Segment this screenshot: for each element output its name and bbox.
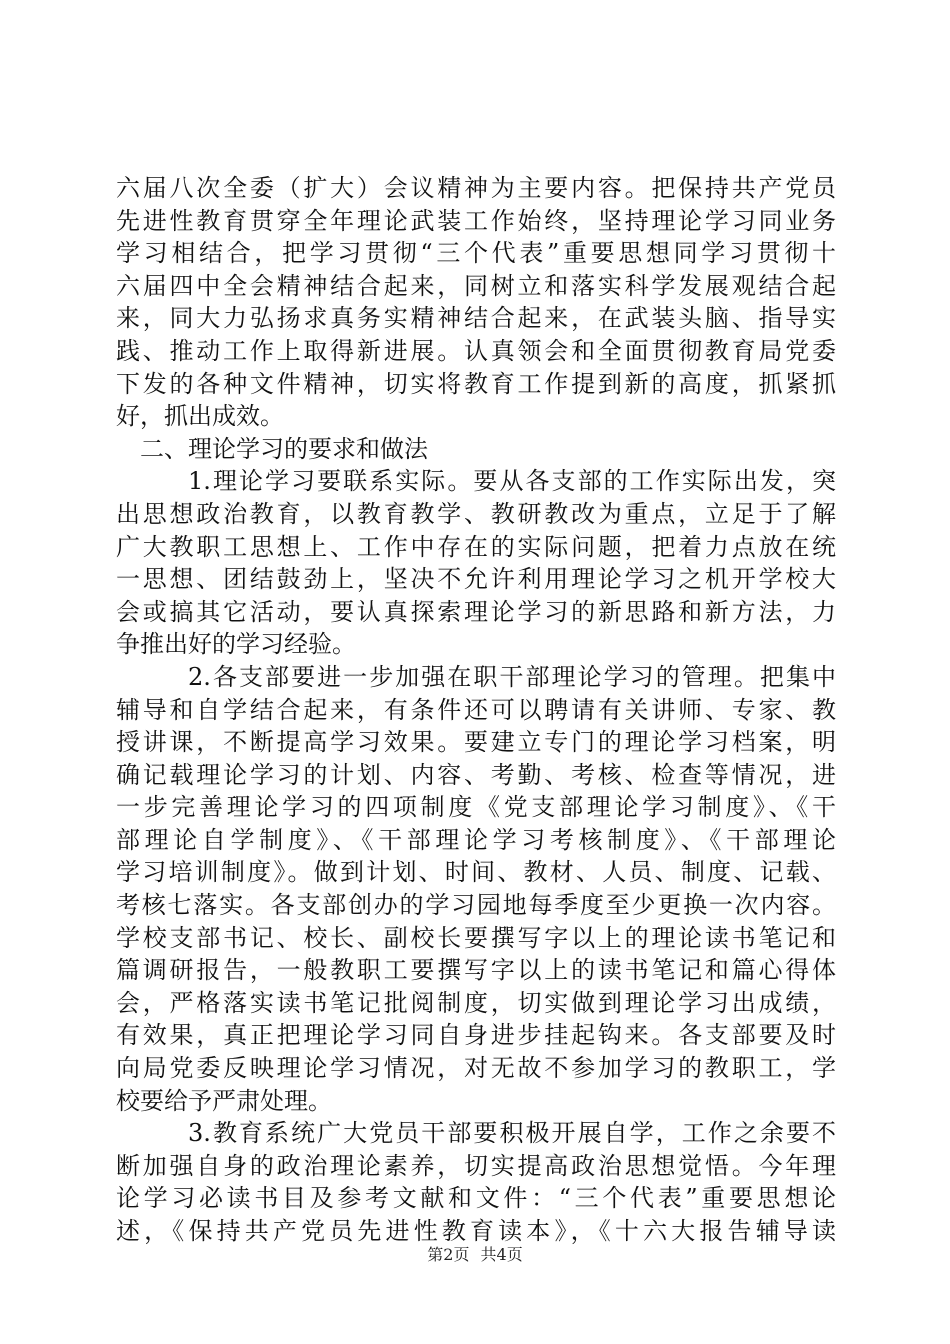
- text-line: 先进性教育贯穿全年理论武装工作始终，坚持理论学习同业务: [116, 206, 836, 235]
- text-line: 争推出好的学习经验。: [116, 630, 356, 659]
- text-line: 论学习必读书目及参考文献和文件：“三个代表”重要思想论: [116, 1184, 836, 1213]
- text-line: 六届八次全委（扩大）会议精神为主要内容。把保持共产党员: [116, 174, 836, 202]
- text-line: 向局党委反映理论学习情况，对无故不参加学习的教职工，学: [116, 1054, 836, 1083]
- text-line: 二、理论学习的要求和做法: [140, 434, 428, 463]
- text-line: 会或搞其它活动，要认真探索理论学习的新思路和新方法，力: [116, 597, 836, 626]
- text-line: 3.教育系统广大党员干部要积极开展自学，工作之余要不: [188, 1119, 836, 1148]
- text-line: 一步完善理论学习的四项制度《党支部理论学习制度》、《干: [116, 793, 836, 822]
- page-footer: [0, 1245, 950, 1265]
- text-line: 1.理论学习要联系实际。要从各支部的工作实际出发，突: [188, 467, 836, 496]
- text-line: 来，同大力弘扬求真务实精神结合起来，在武装头脑、指导实: [116, 304, 836, 333]
- text-line: 学习相结合，把学习贯彻“三个代表”重要思想同学习贯彻十: [116, 239, 836, 268]
- text-line: 会，严格落实读书笔记批阅制度，切实做到理论学习出成绩，: [116, 988, 836, 1017]
- text-line: 有效果，真正把理论学习同自身进步挂起钩来。各支部要及时: [116, 1021, 836, 1050]
- text-line: 出思想政治教育，以教育教学、教研教改为重点，立足于了解: [116, 499, 836, 528]
- text-line: 六届四中全会精神结合起来，同树立和落实科学发展观结合起: [116, 271, 836, 300]
- page-total: 共4页: [480, 1245, 523, 1264]
- text-line: 辅导和自学结合起来，有条件还可以聘请有关讲师、专家、教: [116, 695, 836, 724]
- text-line: 好，抓出成效。: [116, 402, 284, 431]
- text-line: 述，《保持共产党员先进性教育读本》，《十六大报告辅导读: [116, 1217, 836, 1245]
- document-body: [116, 172, 836, 1248]
- text-line: 学习培训制度》。做到计划、时间、教材、人员、制度、记载、: [116, 858, 836, 887]
- text-line: 一思想、团结鼓劲上，坚决不允许利用理论学习之机开学校大: [116, 565, 836, 594]
- text-line: 下发的各种文件精神，切实将教育工作提到新的高度，抓紧抓: [116, 369, 836, 398]
- text-line: 确记载理论学习的计划、内容、考勤、考核、检查等情况，进: [116, 760, 836, 789]
- page-number: 第2页: [427, 1245, 470, 1264]
- text-line: 授讲课，不断提高学习效果。要建立专门的理论学习档案，明: [116, 728, 836, 757]
- text-line: 2.各支部要进一步加强在职干部理论学习的管理。把集中: [188, 662, 836, 691]
- text-line: 断加强自身的政治理论素养，切实提高政治思想觉悟。今年理: [116, 1151, 836, 1180]
- text-line: 学校支部书记、校长、副校长要撰写字以上的理论读书笔记和: [116, 923, 836, 952]
- text-line: 校要给予严肃处理。: [116, 1086, 332, 1115]
- text-line: 篇调研报告，一般教职工要撰写字以上的读书笔记和篇心得体: [116, 956, 836, 985]
- text-line: 考核七落实。各支部创办的学习园地每季度至少更换一次内容。: [116, 891, 836, 920]
- text-line: 践、推动工作上取得新进展。认真领会和全面贯彻教育局党委: [116, 336, 836, 365]
- text-line: 广大教职工思想上、工作中存在的实际问题，把着力点放在统: [116, 532, 836, 561]
- text-line: 部理论自学制度》、《干部理论学习考核制度》、《干部理论: [116, 825, 836, 854]
